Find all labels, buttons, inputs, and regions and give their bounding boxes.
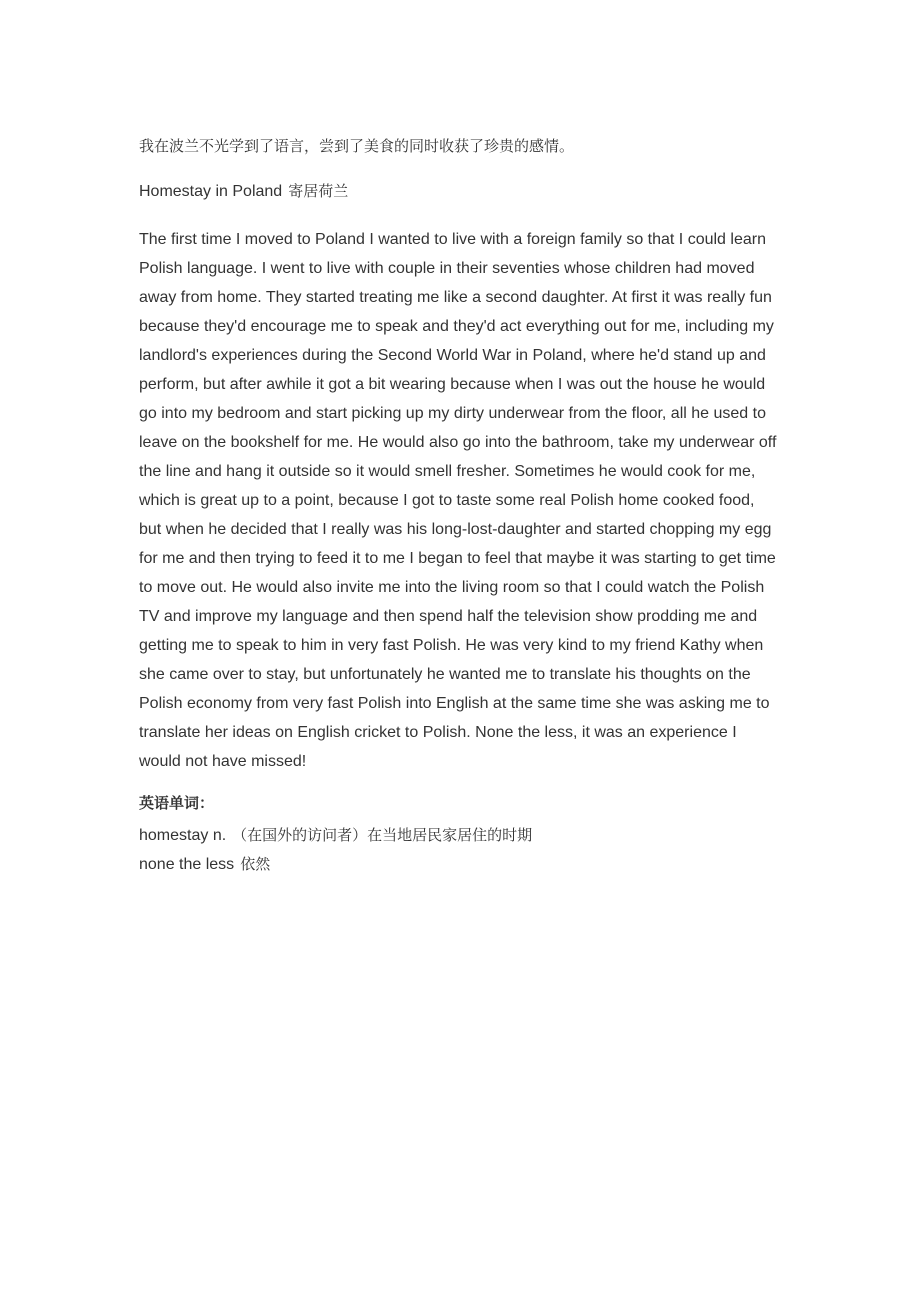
body-line: TV and improve my language and then spend half the television show prodding me and <box>139 608 758 625</box>
body-line: go into my bedroom and start picking up my dirty underwear from the floor, all he used to <box>139 405 766 422</box>
body-line: getting me to speak to him in very fast Polish. He was very kind to my friend Kathy when <box>139 637 764 654</box>
intro-sentence: 我在波兰不光学到了语言，尝到了美食的同时收获了珍贵的感情。 <box>139 137 575 155</box>
body-line: for me and then trying to feed it to me I began to feel that maybe it was starting to get time <box>139 550 776 567</box>
body-line: Polish economy from very fast Polish into English at the same time she was asking me to <box>139 695 770 712</box>
vocabulary-list <box>139 821 532 879</box>
body-line: to move out. He would also invite me into the living room so that I could watch the Polish <box>139 579 765 596</box>
vocabulary-item <box>139 821 532 850</box>
article-title <box>139 181 348 202</box>
body-line: which is great up to a point, because I got to taste some real Polish home cooked food, <box>139 492 755 509</box>
body-line: because they'd encourage me to speak and they'd act everything out for me, including my <box>139 318 774 335</box>
vocabulary-meaning: 依然 <box>240 855 271 873</box>
body-line: she came over to stay, but unfortunately he wanted me to translate his thoughts on the <box>139 666 751 683</box>
body-line: perform, but after awhile it got a bit wearing because when I was out the house he would <box>139 376 766 393</box>
vocabulary-item <box>139 850 532 879</box>
article-title-chinese: 寄居荷兰 <box>288 182 349 200</box>
body-line: away from home. They started treating me like a second daughter. At first it was really fun <box>139 289 772 306</box>
body-line: Polish language. I went to live with couple in their seventies whose children had moved <box>139 260 755 277</box>
body-line: would not have missed! <box>139 753 307 770</box>
body-line: The first time I moved to Poland I wanted to live with a foreign family so that I could learn <box>139 231 766 248</box>
body-line: landlord's experiences during the Second World War in Poland, where he'd stand up and <box>139 347 766 364</box>
body-line: translate her ideas on English cricket to Polish. None the less, it was an experience I <box>139 724 737 741</box>
body-line: but when he decided that I really was his long-lost-daughter and started chopping my egg <box>139 521 772 538</box>
article-body <box>139 225 799 776</box>
vocabulary-meaning: （在国外的访问者）在当地居民家居住的时期 <box>232 826 533 844</box>
body-line: leave on the bookshelf for me. He would also go into the bathroom, take my underwear off <box>139 434 777 451</box>
vocabulary-heading: 英语单词： <box>139 794 215 812</box>
vocabulary-term: homestay n. <box>139 827 227 844</box>
body-line: the line and hang it outside so it would smell fresher. Sometimes he would cook for me, <box>139 463 756 480</box>
article-title-english: Homestay in Poland <box>139 183 283 200</box>
vocabulary-term: none the less <box>139 856 235 873</box>
